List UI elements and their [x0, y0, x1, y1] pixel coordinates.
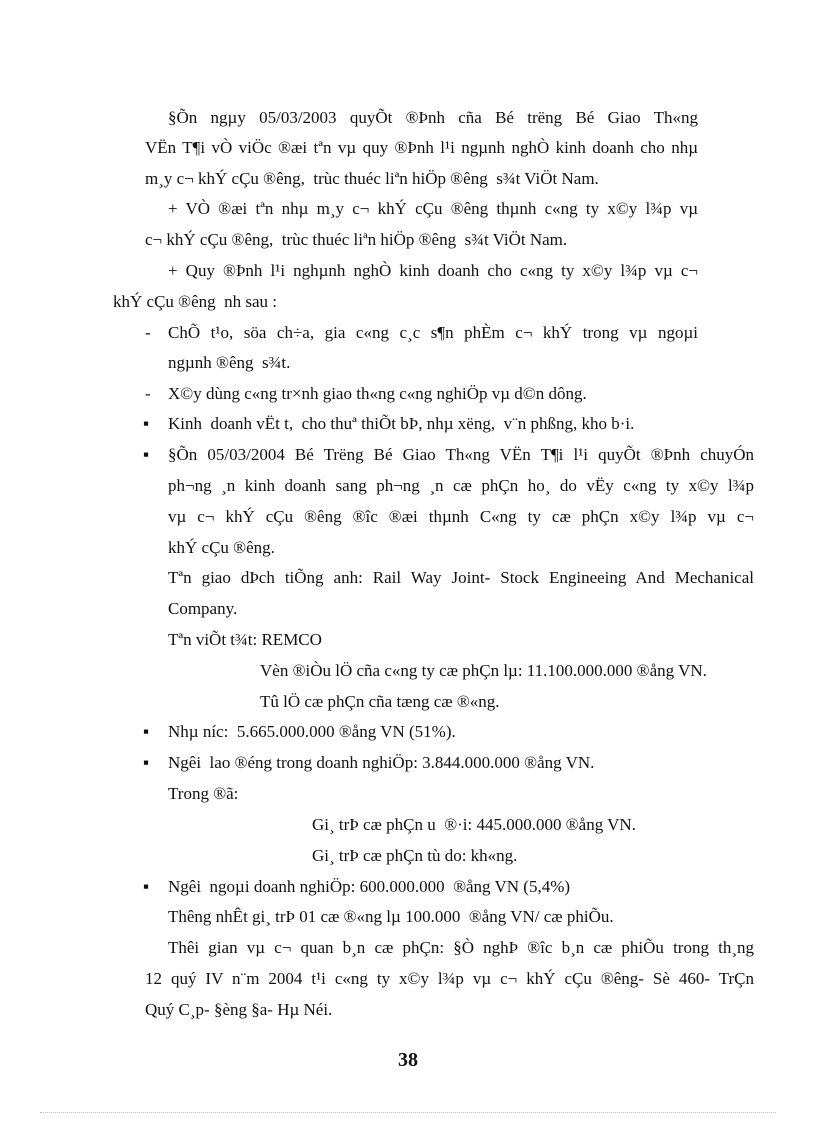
text-line: Thêng nhÊt gi¸ trÞ 01 cæ ®«ng lµ 100.000 ®ång VN/ cæ phiÕu.: [168, 907, 614, 926]
page-number: 38: [398, 1049, 418, 1071]
text-line: c¬ khÝ cÇu ®êng, trùc thuéc liªn hiÖp ®êng s¾t ViÖt Nam.: [145, 230, 568, 249]
bullet-marker: ▪: [143, 722, 150, 741]
list-item-text: §Õn 05/03/2004 Bé Trëng Bé Giao Th«ng VËn T¶i l¹i quyÕt ®Þnh chuyÓn: [168, 445, 754, 464]
text-line: Tû lÖ cæ phÇn cña tæng cæ ®«ng.: [260, 692, 500, 711]
list-item-text: Ngêi ngoµi doanh nghiÖp: 600.000.000 ®ång VN (5,4%): [168, 877, 571, 896]
page-border-dotted: [40, 1112, 776, 1113]
list-item-text: Ngêi lao ®éng trong doanh nghiÖp: 3.844.000.000 ®ång VN.: [168, 753, 595, 772]
bullet-marker: ▪: [143, 753, 150, 772]
text-line: 12 quý IV n¨m 2004 t¹i c«ng ty x©y l¾p vµ c¬ khÝ cÇu ®êng- Sè 460- TrÇn: [145, 969, 754, 988]
text-line: Company.: [168, 599, 238, 618]
text-line: m¸y c¬ khÝ cÇu ®êng, trùc thuéc liªn hiÖp ®êng s¾t ViÖt Nam.: [145, 169, 599, 188]
bullet-marker: ▪: [143, 414, 150, 433]
text-line: §Õn ngµy 05/03/2003 quyÕt ®Þnh cña Bé trëng Bé Giao Th«ng: [168, 108, 698, 127]
list-item-text: ChÕ t¹o, söa ch÷a, gia c«ng c¸c s¶n phÈm c¬ khÝ trong vµ ngoµi: [168, 323, 698, 342]
list-item-text: ngµnh ®êng s¾t.: [168, 353, 291, 372]
text-line: + VÒ ®æi tªn nhµ m¸y c¬ khÝ cÇu ®êng thµnh c«ng ty x©y l¾p vµ: [168, 199, 698, 218]
text-line: Quý C¸p- §èng §a- Hµ Néi.: [145, 1000, 333, 1019]
text-line: Vèn ®iÒu lÖ cña c«ng ty cæ phÇn lµ: 11.100.000.000 ®ång VN.: [260, 661, 707, 680]
list-item-text: Nhµ níc: 5.665.000.000 ®ång VN (51%).: [168, 722, 456, 741]
list-item-text: Kinh doanh vËt t, cho thuª thiÕt bÞ, nhµ xëng, v¨n phßng, kho b·i.: [168, 414, 635, 433]
text-line: Gi¸ trÞ cæ phÇn u ®·i: 445.000.000 ®ång VN.: [312, 815, 636, 834]
list-item-text: ph¬ng ¸n kinh doanh sang ph¬ng ¸n cæ phÇn ho¸ do vËy c«ng ty x©y l¾p: [168, 476, 754, 495]
text-line: Thêi gian vµ c¬ quan b¸n cæ phÇn: §Ò nghÞ ®îc b¸n cæ phiÕu trong th¸ng: [168, 938, 754, 957]
text-line: Tªn viÕt t¾t: REMCO: [168, 630, 322, 649]
text-line: khÝ cÇu ®êng nh sau :: [113, 292, 278, 311]
bullet-marker: ▪: [143, 445, 150, 464]
dash-marker: -: [145, 323, 151, 342]
list-item-text: vµ c¬ khÝ cÇu ®êng ®îc ®æi thµnh C«ng ty cæ phÇn x©y l¾p vµ c¬: [168, 507, 754, 526]
text-line: Gi¸ trÞ cæ phÇn tù do: kh«ng.: [312, 846, 518, 865]
text-line: Tªn giao dÞch tiÕng anh: Rail Way Joint- Stock Engineeing And Mechanical: [168, 568, 754, 587]
text-line: + Quy ®Þnh l¹i nghµnh nghÒ kinh doanh cho c«ng ty x©y l¾p vµ c¬: [168, 261, 698, 280]
bullet-marker: ▪: [143, 877, 150, 896]
list-item-text: khÝ cÇu ®êng.: [168, 538, 275, 557]
dash-marker: -: [145, 384, 151, 403]
text-line: Trong ®ã:: [168, 784, 239, 803]
text-line: VËn T¶i vÒ viÖc ®æi tªn vµ quy ®Þnh l¹i ngµnh nghÒ kinh doanh cho nhµ: [145, 138, 698, 157]
list-item-text: X©y dùng c«ng tr×nh giao th«ng c«ng nghiÖp vµ d©n dông.: [168, 384, 587, 403]
